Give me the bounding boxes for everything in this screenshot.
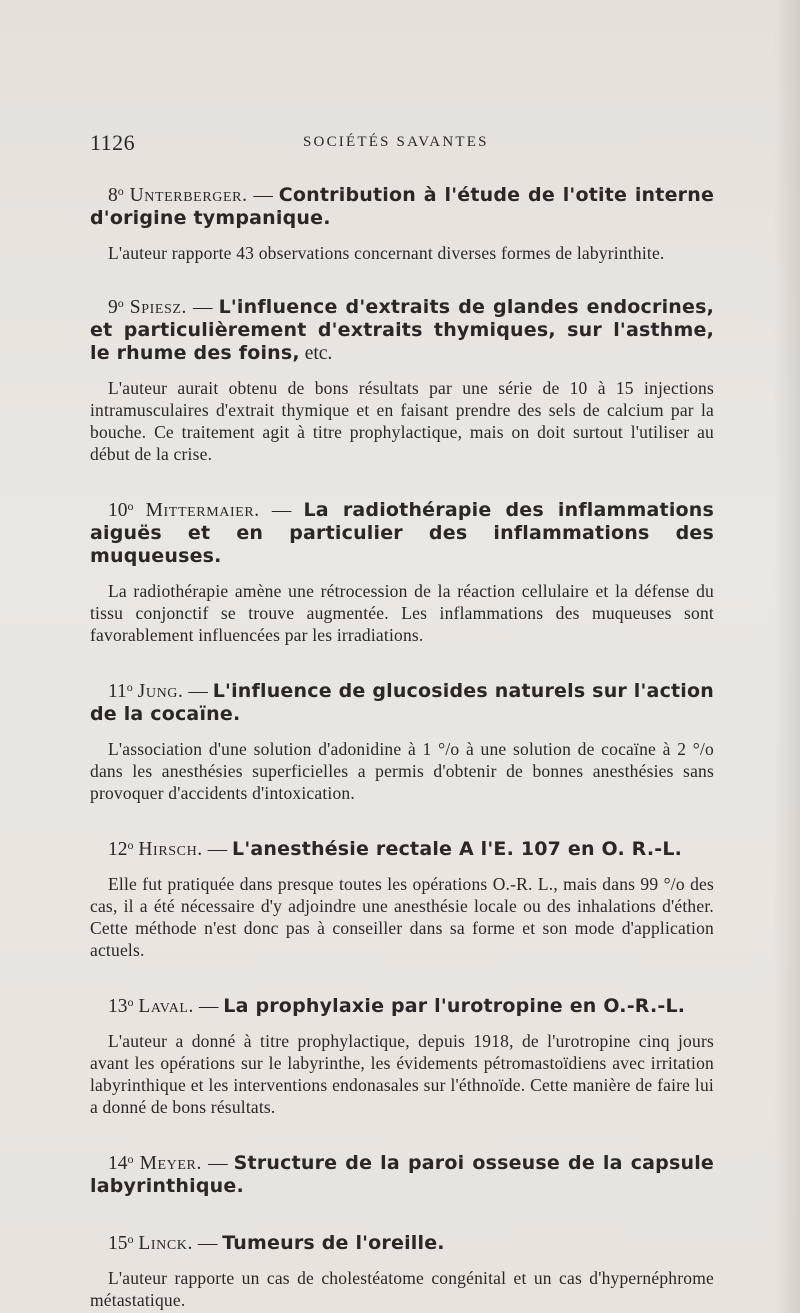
entry-title-text: Contribution à l'étude de l'otite interne d'origine tympanique. [90,184,715,229]
entry-title-text: Structure de la paroi osseuse de la capsule labyrinthique. [90,1152,715,1197]
entry-author: Meyer. [139,1153,202,1174]
entry-dash: — [197,1233,218,1254]
entry-dash: — [253,185,273,206]
entry-number-superscript: o [117,296,124,310]
entry-title [90,180,714,230]
entry-body: Elle fut pratiquée dans presque toutes les opérations O.-R. L., mais dans 99 °/o des cas, il a été nécessaire d'y adjoindre une anesthésie locale ou des inhalations d'éther. Cette méthode n'est donc pas à conseiller dans sa forme et son mode d'application actuels. [90,874,714,960]
entry-dash: — [207,839,228,860]
entry-number: 14 [108,1153,128,1174]
entry-dash: — [193,297,213,318]
entry-number: 11 [108,681,127,702]
entry-body: L'auteur rapporte un cas de cholestéatome congénital et un cas d'hypernéphrome métastatique. [90,1268,714,1310]
entry-number-superscript: o [117,184,124,198]
entry-author: Unterberger. [129,185,248,206]
entry-number: 8 [108,185,118,206]
entry-14 [90,1148,714,1198]
entry-dash: — [188,681,208,702]
entry-title [90,495,714,568]
entry-number: 10 [108,500,128,521]
entry-body: L'auteur a donné à titre prophylactique, depuis 1918, de l'urotropine cinq jours avant les opérations sur le labyrinthe, les évidements pétromastoïdiens avec irritation labyrinthique et les interventions endonasales sur l'éthnoïde. Cette manière de faire lui a donné de bons résultats. [90,1031,714,1117]
entry-title [90,1228,714,1255]
running-head: SOCIÉTÉS SAVANTES [303,134,489,150]
entry-body: L'association d'une solution d'adonidine à 1 °/o à une solution de cocaïne à 2 °/o dans les anesthésies superficielles a permis d'obtenir de bonnes anesthésies sans provoquer d'accidents d'intoxication. [90,739,714,803]
entry-dash: — [271,500,292,521]
page-header [90,126,710,156]
page-number: 1126 [90,130,136,155]
entry-number-superscript: o [126,680,133,694]
page-edge-shadow [774,0,800,1313]
entry-10 [90,495,714,646]
entry-author: Mittermaier. [145,500,260,521]
entry-title-text: L'influence d'extraits de glandes endocrines, et particulièrement d'extraits thymiques, sur l'asthme, le rhume des foins, [90,296,715,364]
entry-body: L'auteur aurait obtenu de bons résultats par une série de 10 à 15 injections intramusculaires d'extrait thymique et en faisant prendre des sels de calcium par la bouche. Ce traitement agit à titre prophylactique, mais on doit surtout l'utiliser au début de la crise. [90,378,714,464]
entry-author: Hirsch. [138,839,203,860]
entry-dash: — [208,1153,228,1174]
entry-body: L'auteur rapporte 43 observations concernant diverses formes de labyrinthite. [108,243,665,263]
entry-title [90,991,714,1018]
entry-9 [90,292,714,465]
entry-title-text: L'anesthésie rectale A l'E. 107 en O. R.-L. [232,838,683,860]
entry-title [90,1148,714,1198]
entry-13 [90,991,714,1118]
entry-title-text: Tumeurs de l'oreille. [222,1232,445,1254]
entry-title [90,292,714,365]
entry-title [90,676,714,726]
entry-number: 9 [108,297,118,318]
entry-number-superscript: o [127,499,134,513]
entry-title [90,834,714,861]
entry-number-superscript: o [127,838,134,852]
entry-number: 12 [108,839,128,860]
entry-number-superscript: o [127,1152,134,1166]
entry-11 [90,676,714,804]
entries-list [90,180,714,1311]
entry-8 [90,180,714,264]
entry-number: 15 [108,1233,128,1254]
entry-author: Linck. [138,1233,193,1254]
entry-number-superscript: o [127,995,134,1009]
entry-12 [90,834,714,961]
entry-title-tail: etc. [299,343,333,364]
entry-dash: — [198,996,219,1017]
entry-body: La radiothérapie amène une rétrocession de la réaction cellulaire et la défense du tissu conjonctif se trouve augmentée. Les inflammations des muqueuses sont favorablement influencées par les irradiations. [90,581,714,645]
entry-title-text: La radiothérapie des inflammations aiguës et en particulier des inflammations des muqueuses. [90,499,715,567]
entry-title-text: La prophylaxie par l'urotropine en O.-R.-L. [223,995,686,1017]
entry-number-superscript: o [127,1232,134,1246]
entry-number: 13 [108,996,128,1017]
entry-title-text: L'influence de glucosides naturels sur l'action de la cocaïne. [90,680,715,725]
entry-author: Laval. [138,996,195,1017]
entry-15 [90,1228,714,1311]
entry-author: Spiesz. [129,297,188,318]
entry-author: Jung. [137,681,184,702]
